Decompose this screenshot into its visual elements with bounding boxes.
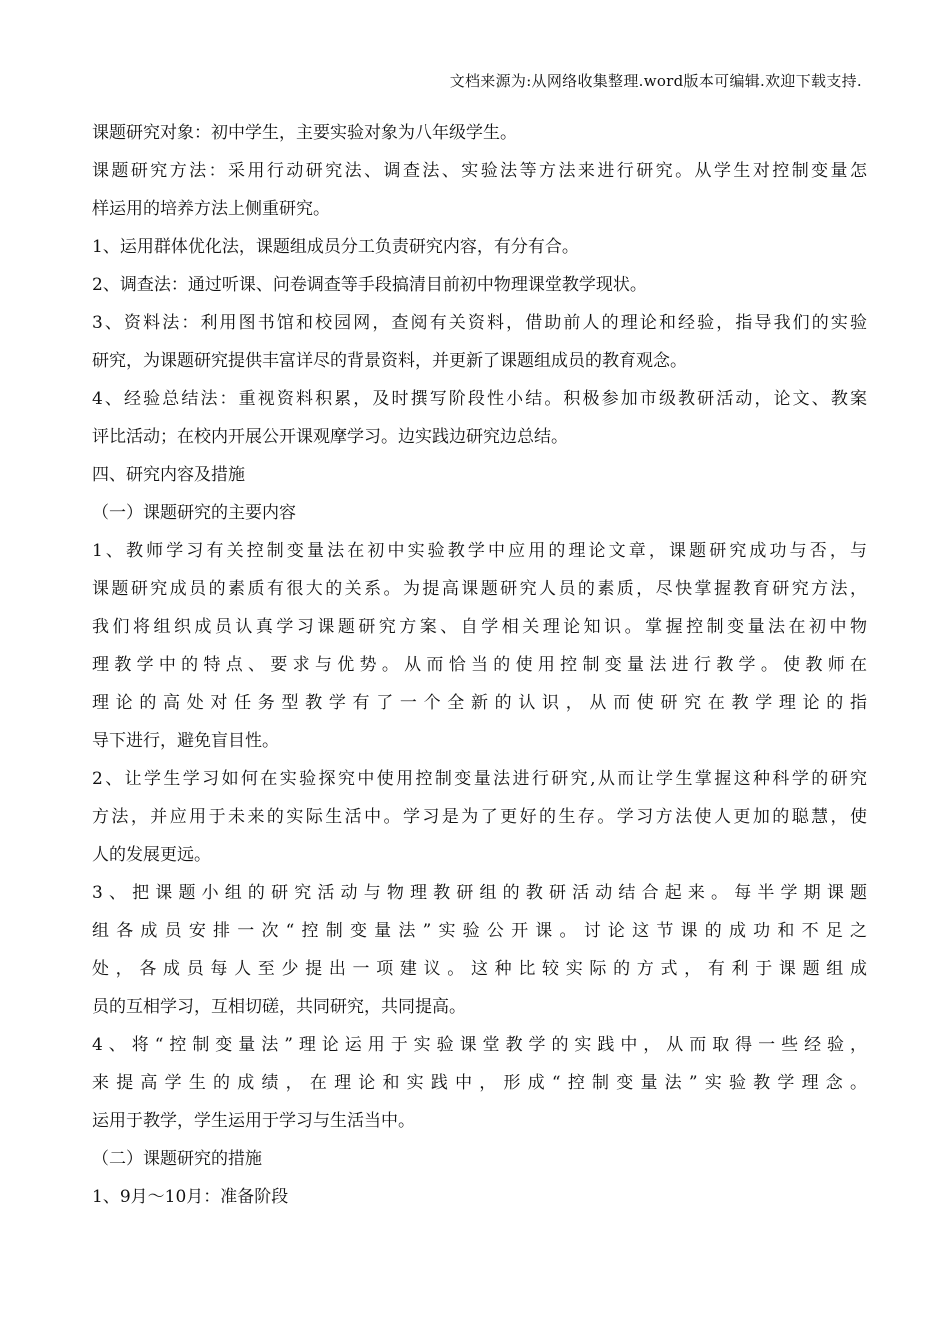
text-line: 样运用的培养方法上侧重研究。 — [92, 199, 330, 219]
text-line: 来提高学生的成绩，在理论和实践中，形成“控制变量法”实验教学理念。 — [92, 1073, 867, 1093]
text-line: 4、经验总结法：重视资料积累，及时撰写阶段性小结。积极参加市级教研活动，论文、教案 — [92, 389, 867, 409]
text-line: 组各成员安排一次“控制变量法”实验公开课。讨论这节课的成功和不足之 — [92, 921, 867, 941]
text-line: 课题研究对象：初中学生，主要实验对象为八年级学生。 — [92, 123, 517, 143]
text-line: （一）课题研究的主要内容 — [92, 503, 296, 523]
text-line: （二）课题研究的措施 — [92, 1149, 262, 1169]
page-header-note: 文档来源为:从网络收集整理.word版本可编辑.欢迎下载支持. — [449, 72, 862, 90]
text-line: 1、9月～10月：准备阶段 — [92, 1187, 289, 1207]
text-line: 课题研究方法：采用行动研究法、调查法、实验法等方法来进行研究。从学生对控制变量怎 — [92, 161, 867, 181]
text-line: 理教学中的特点、要求与优势。从而恰当的使用控制变量法进行教学。使教师在 — [92, 655, 867, 675]
text-line: 3、资料法：利用图书馆和校园网，查阅有关资料，借助前人的理论和经验，指导我们的实验 — [92, 313, 867, 333]
text-line: 我们将组织成员认真学习课题研究方案、自学相关理论知识。掌握控制变量法在初中物 — [92, 617, 867, 637]
text-line: 人的发展更远。 — [92, 845, 211, 865]
text-line: 4、将“控制变量法”理论运用于实验课堂教学的实践中，从而取得一些经验， — [92, 1035, 867, 1055]
text-line: 员的互相学习，互相切磋，共同研究，共同提高。 — [92, 997, 466, 1017]
text-line: 课题研究成员的素质有很大的关系。为提高课题研究人员的素质，尽快掌握教育研究方法， — [92, 579, 867, 599]
text-line: 1、运用群体优化法，课题组成员分工负责研究内容，有分有合。 — [92, 237, 579, 257]
text-line: 处，各成员每人至少提出一项建议。这种比较实际的方式，有利于课题组成 — [92, 959, 867, 979]
text-line: 2、调查法：通过听课、问卷调查等手段搞清目前初中物理课堂教学现状。 — [92, 275, 647, 295]
text-line: 四、研究内容及措施 — [92, 465, 245, 485]
text-line: 导下进行，避免盲目性。 — [92, 731, 279, 751]
text-line: 方法，并应用于未来的实际生活中。学习是为了更好的生存。学习方法使人更加的聪慧，使 — [92, 807, 867, 827]
text-line: 运用于教学，学生运用于学习与生活当中。 — [92, 1111, 415, 1131]
text-line: 研究，为课题研究提供丰富详尽的背景资料，并更新了课题组成员的教育观念。 — [92, 351, 687, 371]
text-line: 2、让学生学习如何在实验探究中使用控制变量法进行研究,从而让学生掌握这种科学的研究 — [92, 769, 867, 789]
text-line: 理论的高处对任务型教学有了一个全新的认识，从而使研究在教学理论的指 — [92, 693, 867, 713]
document-body — [92, 114, 867, 1216]
text-line: 3、把课题小组的研究活动与物理教研组的教研活动结合起来。每半学期课题 — [92, 883, 867, 903]
text-line: 评比活动；在校内开展公开课观摩学习。边实践边研究边总结。 — [92, 427, 568, 447]
text-line: 1、教师学习有关控制变量法在初中实验教学中应用的理论文章，课题研究成功与否，与 — [92, 541, 867, 561]
